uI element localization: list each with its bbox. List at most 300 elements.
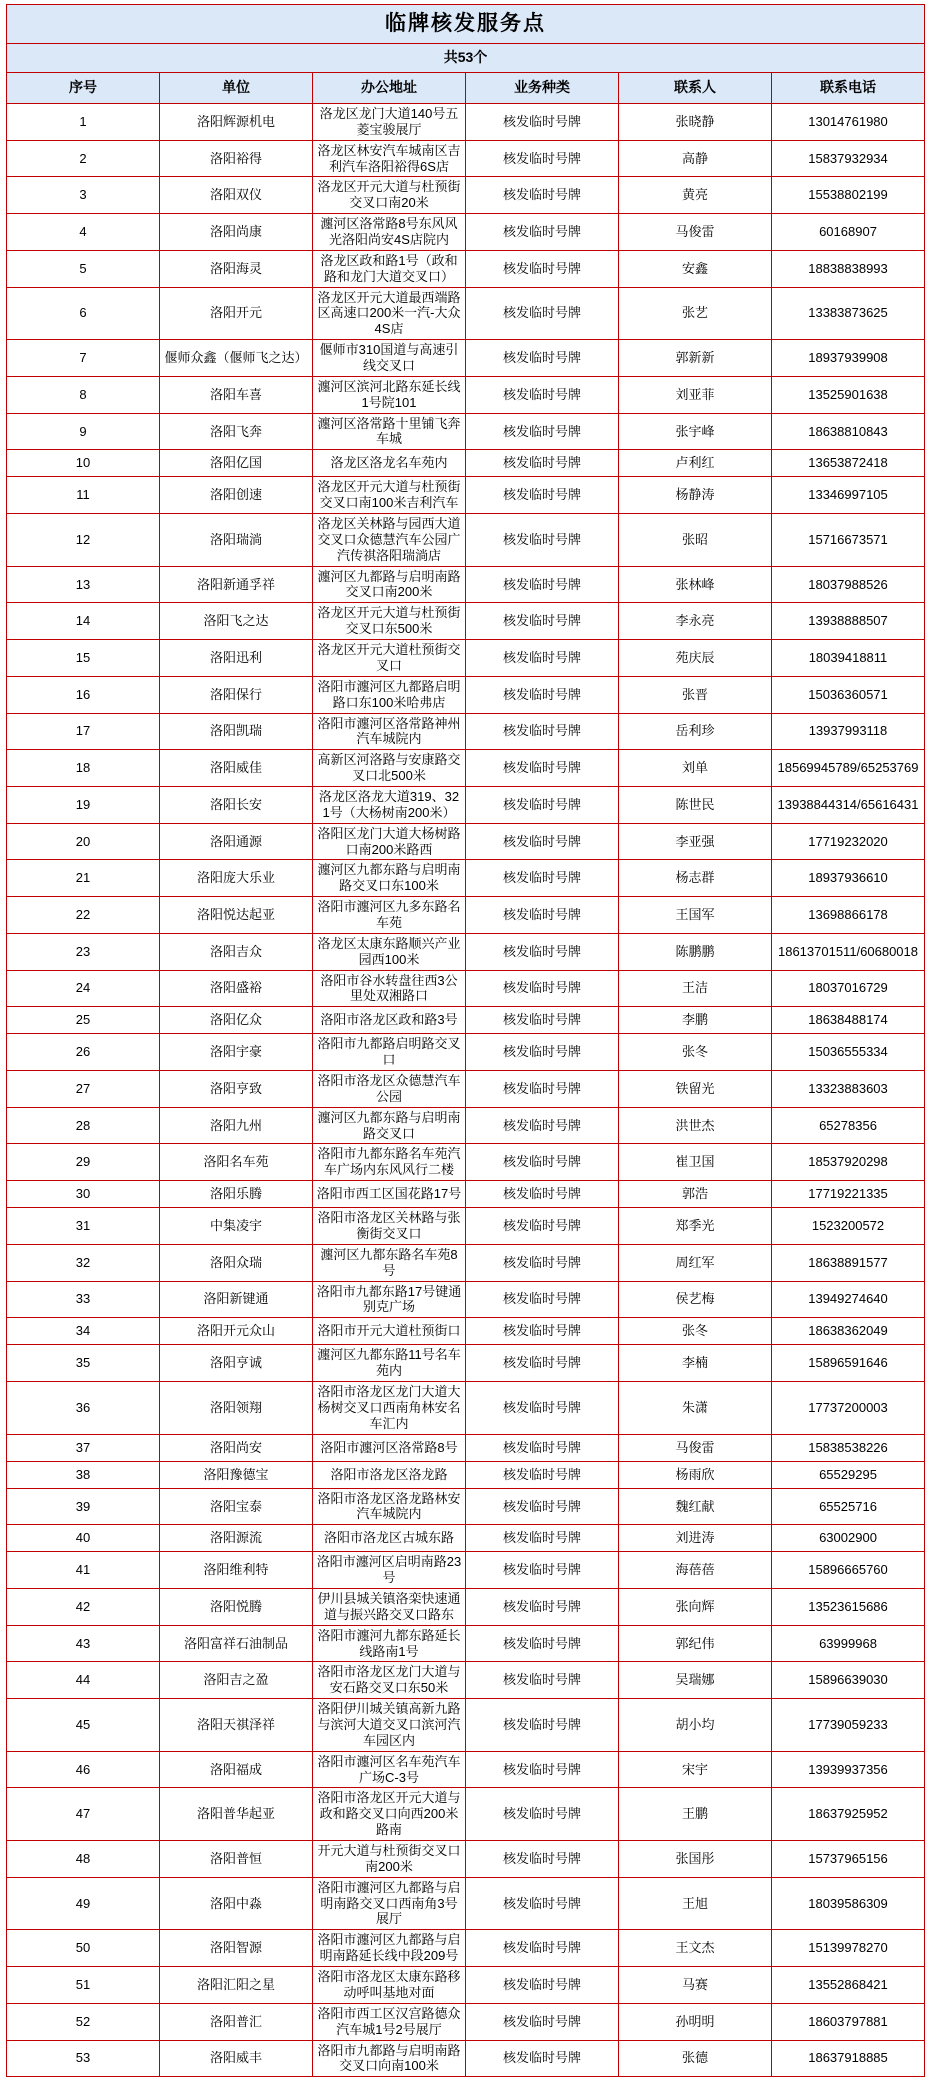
row-phone: 17737200003: [772, 1382, 925, 1435]
table-row: [7, 1107, 925, 1144]
row-address: 洛阳市瀍河区洛常路8号: [313, 1434, 466, 1461]
row-address: 洛龙区开元大道与杜预街交叉口南20米: [313, 177, 466, 214]
column-header-unit: 单位: [160, 73, 313, 104]
row-unit: 洛阳盛裕: [160, 970, 313, 1007]
row-phone: 15896639030: [772, 1662, 925, 1699]
row-contact: 杨静涛: [619, 477, 772, 514]
row-address: 瀍河区洛常路8号东风风光洛阳尚安4S店院内: [313, 214, 466, 251]
row-index: 29: [7, 1144, 160, 1181]
row-business-type: 核发临时号牌: [466, 2040, 619, 2077]
row-address: 洛阳市洛龙区洛龙路林安汽车城院内: [313, 1488, 466, 1525]
row-address: 洛阳市瀍河区九多东路名车苑: [313, 897, 466, 934]
row-index: 52: [7, 2003, 160, 2040]
row-address: 洛阳市洛龙区洛龙路: [313, 1461, 466, 1488]
row-phone: 15036555334: [772, 1034, 925, 1071]
service-points-table: [6, 4, 925, 2077]
table-row: [7, 2040, 925, 2077]
row-business-type: 核发临时号牌: [466, 1181, 619, 1208]
row-phone: 15838538226: [772, 1434, 925, 1461]
row-contact: 张艺: [619, 287, 772, 340]
row-business-type: 核发临时号牌: [466, 1841, 619, 1878]
table-row: [7, 1281, 925, 1318]
row-unit: 洛阳天祺泽祥: [160, 1699, 313, 1752]
row-business-type: 核发临时号牌: [466, 1525, 619, 1552]
row-address: 洛阳市洛龙区开元大道与政和路交叉口向西200米路南: [313, 1788, 466, 1841]
row-contact: 陈世民: [619, 786, 772, 823]
table-body: [7, 104, 925, 2077]
row-unit: 洛阳飞之达: [160, 603, 313, 640]
row-unit: 洛阳悦腾: [160, 1589, 313, 1626]
row-address: 洛龙区洛龙大道319、321号（大杨树南200米）: [313, 786, 466, 823]
row-unit: 洛阳凯瑞: [160, 713, 313, 750]
row-unit: 洛阳普华起亚: [160, 1788, 313, 1841]
row-contact: 马俊雷: [619, 1434, 772, 1461]
row-index: 40: [7, 1525, 160, 1552]
row-contact: 李鹏: [619, 1007, 772, 1034]
row-phone: 18638362049: [772, 1318, 925, 1345]
row-unit: 洛阳众瑞: [160, 1244, 313, 1281]
table-row: [7, 1034, 925, 1071]
row-address: 洛阳区龙门大道大杨树路口南200米路西: [313, 823, 466, 860]
row-business-type: 核发临时号牌: [466, 1589, 619, 1626]
table-row: [7, 1662, 925, 1699]
table-row: [7, 1930, 925, 1967]
row-phone: 18537920298: [772, 1144, 925, 1181]
row-business-type: 核发临时号牌: [466, 340, 619, 377]
table-row: [7, 450, 925, 477]
row-phone: 65278356: [772, 1107, 925, 1144]
row-unit: 洛阳宝泰: [160, 1488, 313, 1525]
row-contact: 刘亚菲: [619, 376, 772, 413]
row-business-type: 核发临时号牌: [466, 786, 619, 823]
table-row: [7, 970, 925, 1007]
table-row: [7, 1208, 925, 1245]
row-phone: 15716673571: [772, 514, 925, 567]
table-row: [7, 1841, 925, 1878]
row-business-type: 核发临时号牌: [466, 1434, 619, 1461]
column-header-business-type: 业务种类: [466, 73, 619, 104]
row-phone: 18638891577: [772, 1244, 925, 1281]
table-row: [7, 140, 925, 177]
row-business-type: 核发临时号牌: [466, 933, 619, 970]
table-row: [7, 477, 925, 514]
row-contact: 王文杰: [619, 1930, 772, 1967]
row-unit: 洛阳中淼: [160, 1877, 313, 1930]
row-index: 4: [7, 214, 160, 251]
row-unit: 洛阳海灵: [160, 250, 313, 287]
row-business-type: 核发临时号牌: [466, 1552, 619, 1589]
row-unit: 洛阳豫德宝: [160, 1461, 313, 1488]
row-address: 洛龙区开元大道杜预街交叉口: [313, 640, 466, 677]
row-business-type: 核发临时号牌: [466, 1662, 619, 1699]
row-phone: 18037016729: [772, 970, 925, 1007]
row-unit: 洛阳源流: [160, 1525, 313, 1552]
row-address: 伊川县城关镇洛栾快速通道与振兴路交叉口路东: [313, 1589, 466, 1626]
row-contact: 吴瑞娜: [619, 1662, 772, 1699]
row-index: 2: [7, 140, 160, 177]
row-index: 22: [7, 897, 160, 934]
table-row: [7, 104, 925, 141]
row-address: 洛阳市瀍河区洛常路神州汽车城院内: [313, 713, 466, 750]
table-row: [7, 177, 925, 214]
row-contact: 苑庆辰: [619, 640, 772, 677]
row-unit: 洛阳双仪: [160, 177, 313, 214]
table-row: [7, 1877, 925, 1930]
row-contact: 李楠: [619, 1345, 772, 1382]
row-contact: 周红军: [619, 1244, 772, 1281]
row-business-type: 核发临时号牌: [466, 1007, 619, 1034]
row-contact: 张德: [619, 2040, 772, 2077]
row-address: 洛阳市九都路启明路交叉口: [313, 1034, 466, 1071]
row-unit: 洛阳威丰: [160, 2040, 313, 2077]
row-contact: 张昭: [619, 514, 772, 567]
row-unit: 洛阳通源: [160, 823, 313, 860]
row-index: 6: [7, 287, 160, 340]
row-address: 洛龙区太康东路顺兴产业园西100米: [313, 933, 466, 970]
row-phone: 60168907: [772, 214, 925, 251]
row-index: 1: [7, 104, 160, 141]
row-phone: 18569945789/65253769: [772, 750, 925, 787]
row-business-type: 核发临时号牌: [466, 1144, 619, 1181]
row-business-type: 核发临时号牌: [466, 1877, 619, 1930]
row-phone: 18638488174: [772, 1007, 925, 1034]
row-business-type: 核发临时号牌: [466, 1345, 619, 1382]
row-address: 瀍河区滨河北路东延长线1号院101: [313, 376, 466, 413]
table-row: [7, 640, 925, 677]
row-phone: 13523615686: [772, 1589, 925, 1626]
row-index: 3: [7, 177, 160, 214]
row-phone: 15896591646: [772, 1345, 925, 1382]
row-phone: 17719232020: [772, 823, 925, 860]
table-row: [7, 1382, 925, 1435]
row-phone: 13937993118: [772, 713, 925, 750]
table-row: [7, 1461, 925, 1488]
row-business-type: 核发临时号牌: [466, 1488, 619, 1525]
row-address: 洛阳市瀍河区九都路启明路口东100米哈弗店: [313, 676, 466, 713]
row-address: 开元大道与杜预街交叉口南200米: [313, 1841, 466, 1878]
row-phone: 13938844314/65616431: [772, 786, 925, 823]
row-phone: 18637918885: [772, 2040, 925, 2077]
row-unit: 洛阳福成: [160, 1751, 313, 1788]
table-row: [7, 1345, 925, 1382]
row-contact: 郭浩: [619, 1181, 772, 1208]
row-address: 洛阳市洛龙区龙门大道大杨树交叉口西南角林安名车汇内: [313, 1382, 466, 1435]
row-unit: 洛阳宇豪: [160, 1034, 313, 1071]
row-contact: 孙明明: [619, 2003, 772, 2040]
row-index: 7: [7, 340, 160, 377]
table-row: [7, 287, 925, 340]
row-business-type: 核发临时号牌: [466, 1461, 619, 1488]
table-row: [7, 1144, 925, 1181]
row-business-type: 核发临时号牌: [466, 1107, 619, 1144]
table-row: [7, 1318, 925, 1345]
row-contact: 高静: [619, 140, 772, 177]
row-business-type: 核发临时号牌: [466, 1751, 619, 1788]
row-unit: 洛阳维利特: [160, 1552, 313, 1589]
row-contact: 李亚强: [619, 823, 772, 860]
row-address: 瀍河区九都东路与启明南路交叉口: [313, 1107, 466, 1144]
row-business-type: 核发临时号牌: [466, 1967, 619, 2004]
row-unit: 洛阳富祥石油制品: [160, 1625, 313, 1662]
row-phone: 13698866178: [772, 897, 925, 934]
row-index: 8: [7, 376, 160, 413]
row-unit: 洛阳乐腾: [160, 1181, 313, 1208]
row-index: 50: [7, 1930, 160, 1967]
table-row: [7, 1788, 925, 1841]
table-row: [7, 566, 925, 603]
row-phone: 18039418811: [772, 640, 925, 677]
row-address: 洛阳市瀍河区九都路与启明南路交叉口西南角3号展厅: [313, 1877, 466, 1930]
row-business-type: 核发临时号牌: [466, 250, 619, 287]
row-contact: 刘进涛: [619, 1525, 772, 1552]
row-phone: 18603797881: [772, 2003, 925, 2040]
row-phone: 18039586309: [772, 1877, 925, 1930]
row-phone: 63002900: [772, 1525, 925, 1552]
row-index: 48: [7, 1841, 160, 1878]
row-address: 洛阳市瀍河区名车苑汽车广场C-3号: [313, 1751, 466, 1788]
row-contact: 海蓓蓓: [619, 1552, 772, 1589]
row-index: 37: [7, 1434, 160, 1461]
row-index: 16: [7, 676, 160, 713]
table-row: [7, 1751, 925, 1788]
row-address: 洛阳市开元大道杜预街口: [313, 1318, 466, 1345]
row-index: 17: [7, 713, 160, 750]
row-phone: 13383873625: [772, 287, 925, 340]
row-business-type: 核发临时号牌: [466, 750, 619, 787]
row-phone: 15837932934: [772, 140, 925, 177]
row-address: 洛阳市洛龙区众德慧汽车公园: [313, 1070, 466, 1107]
row-contact: 安鑫: [619, 250, 772, 287]
row-index: 34: [7, 1318, 160, 1345]
row-business-type: 核发临时号牌: [466, 1382, 619, 1435]
row-contact: 张宇峰: [619, 413, 772, 450]
row-unit: 洛阳悦达起亚: [160, 897, 313, 934]
row-unit: 洛阳尚安: [160, 1434, 313, 1461]
row-phone: 13525901638: [772, 376, 925, 413]
row-unit: 洛阳裕得: [160, 140, 313, 177]
row-address: 洛龙区关林路与园西大道交叉口众德慧汽车公园广汽传祺洛阳瑞淌店: [313, 514, 466, 567]
row-business-type: 核发临时号牌: [466, 1244, 619, 1281]
row-address: 洛阳市洛龙区太康东路移动呼叫基地对面: [313, 1967, 466, 2004]
row-unit: 洛阳亿众: [160, 1007, 313, 1034]
row-phone: 13653872418: [772, 450, 925, 477]
column-header-phone: 联系电话: [772, 73, 925, 104]
table-row: [7, 413, 925, 450]
table-row: [7, 1552, 925, 1589]
row-business-type: 核发临时号牌: [466, 140, 619, 177]
row-contact: 张林峰: [619, 566, 772, 603]
row-index: 47: [7, 1788, 160, 1841]
row-contact: 铁留光: [619, 1070, 772, 1107]
row-address: 洛龙区开元大道最西端路区高速口200米一汽-大众4S店: [313, 287, 466, 340]
row-contact: 刘单: [619, 750, 772, 787]
row-index: 36: [7, 1382, 160, 1435]
row-unit: 洛阳尚康: [160, 214, 313, 251]
table-row: [7, 1070, 925, 1107]
row-business-type: 核发临时号牌: [466, 970, 619, 1007]
row-contact: 王鹏: [619, 1788, 772, 1841]
row-index: 5: [7, 250, 160, 287]
row-index: 26: [7, 1034, 160, 1071]
row-index: 28: [7, 1107, 160, 1144]
table-row: [7, 933, 925, 970]
table-row: [7, 676, 925, 713]
row-business-type: 核发临时号牌: [466, 640, 619, 677]
row-business-type: 核发临时号牌: [466, 450, 619, 477]
row-index: 39: [7, 1488, 160, 1525]
row-contact: 张冬: [619, 1034, 772, 1071]
row-address: 洛阳市九都东路17号键通别克广场: [313, 1281, 466, 1318]
row-address: 洛阳市瀍河区九都路与启明南路延长线中段209号: [313, 1930, 466, 1967]
row-unit: 洛阳亿国: [160, 450, 313, 477]
table-row: [7, 1699, 925, 1752]
row-unit: 洛阳吉众: [160, 933, 313, 970]
row-unit: 洛阳名车苑: [160, 1144, 313, 1181]
row-index: 15: [7, 640, 160, 677]
column-header-address: 办公地址: [313, 73, 466, 104]
row-contact: 陈鹏鹏: [619, 933, 772, 970]
row-business-type: 核发临时号牌: [466, 514, 619, 567]
table-row: [7, 1589, 925, 1626]
row-business-type: 核发临时号牌: [466, 1070, 619, 1107]
row-phone: 13323883603: [772, 1070, 925, 1107]
row-phone: 18638810843: [772, 413, 925, 450]
row-business-type: 核发临时号牌: [466, 1930, 619, 1967]
row-index: 9: [7, 413, 160, 450]
row-address: 洛龙区洛龙名车苑内: [313, 450, 466, 477]
row-index: 42: [7, 1589, 160, 1626]
row-index: 32: [7, 1244, 160, 1281]
table-row: [7, 1181, 925, 1208]
row-contact: 张晋: [619, 676, 772, 713]
row-index: 35: [7, 1345, 160, 1382]
row-address: 洛阳市九都路与启明南路交叉口向南100米: [313, 2040, 466, 2077]
table-row: [7, 250, 925, 287]
row-unit: 洛阳智源: [160, 1930, 313, 1967]
row-contact: 魏红献: [619, 1488, 772, 1525]
row-phone: 13014761980: [772, 104, 925, 141]
row-index: 24: [7, 970, 160, 1007]
row-contact: 李永亮: [619, 603, 772, 640]
row-address: 瀍河区洛常路十里铺飞奔车城: [313, 413, 466, 450]
row-business-type: 核发临时号牌: [466, 214, 619, 251]
row-business-type: 核发临时号牌: [466, 104, 619, 141]
table-row: [7, 1525, 925, 1552]
table-row: [7, 1007, 925, 1034]
row-business-type: 核发临时号牌: [466, 1788, 619, 1841]
row-phone: 15036360571: [772, 676, 925, 713]
row-phone: 18037988526: [772, 566, 925, 603]
row-contact: 张国彤: [619, 1841, 772, 1878]
row-business-type: 核发临时号牌: [466, 177, 619, 214]
row-business-type: 核发临时号牌: [466, 713, 619, 750]
row-contact: 崔卫国: [619, 1144, 772, 1181]
row-contact: 张冬: [619, 1318, 772, 1345]
row-phone: 13552868421: [772, 1967, 925, 2004]
row-index: 33: [7, 1281, 160, 1318]
row-unit: 洛阳庞大乐业: [160, 860, 313, 897]
row-index: 53: [7, 2040, 160, 2077]
row-phone: 65529295: [772, 1461, 925, 1488]
row-unit: 洛阳汇阳之星: [160, 1967, 313, 2004]
table-row: [7, 514, 925, 567]
row-unit: 洛阳开元众山: [160, 1318, 313, 1345]
row-index: 25: [7, 1007, 160, 1034]
row-business-type: 核发临时号牌: [466, 1625, 619, 1662]
row-unit: 洛阳九州: [160, 1107, 313, 1144]
row-index: 13: [7, 566, 160, 603]
row-contact: 洪世杰: [619, 1107, 772, 1144]
table-row: [7, 1244, 925, 1281]
row-unit: 洛阳开元: [160, 287, 313, 340]
row-address: 洛龙区林安汽车城南区吉利汽车洛阳裕得6S店: [313, 140, 466, 177]
row-phone: 15737965156: [772, 1841, 925, 1878]
row-phone: 13939937356: [772, 1751, 925, 1788]
row-contact: 郭新新: [619, 340, 772, 377]
row-phone: 15139978270: [772, 1930, 925, 1967]
row-index: 44: [7, 1662, 160, 1699]
row-business-type: 核发临时号牌: [466, 2003, 619, 2040]
table-head: [7, 5, 925, 104]
table-row: [7, 823, 925, 860]
row-index: 20: [7, 823, 160, 860]
table-row: [7, 376, 925, 413]
row-phone: 63999968: [772, 1625, 925, 1662]
row-contact: 杨志群: [619, 860, 772, 897]
table-row: [7, 603, 925, 640]
row-business-type: 核发临时号牌: [466, 897, 619, 934]
row-address: 偃师市310国道与高速引线交叉口: [313, 340, 466, 377]
row-address: 瀍河区九都东路11号名车苑内: [313, 1345, 466, 1382]
row-unit: 洛阳领翔: [160, 1382, 313, 1435]
row-unit: 洛阳亨诚: [160, 1345, 313, 1382]
row-unit: 中集凌宇: [160, 1208, 313, 1245]
row-contact: 杨雨欣: [619, 1461, 772, 1488]
row-phone: 13938888507: [772, 603, 925, 640]
row-phone: 15896665760: [772, 1552, 925, 1589]
row-unit: 洛阳普汇: [160, 2003, 313, 2040]
row-phone: 65525716: [772, 1488, 925, 1525]
row-address: 洛阳市西工区国花路17号: [313, 1181, 466, 1208]
row-business-type: 核发临时号牌: [466, 1699, 619, 1752]
row-unit: 洛阳瑞淌: [160, 514, 313, 567]
row-business-type: 核发临时号牌: [466, 1208, 619, 1245]
row-address: 洛阳市洛龙区古城东路: [313, 1525, 466, 1552]
row-unit: 洛阳车喜: [160, 376, 313, 413]
row-address: 瀍河区九都路与启明南路交叉口南200米: [313, 566, 466, 603]
row-index: 12: [7, 514, 160, 567]
row-business-type: 核发临时号牌: [466, 860, 619, 897]
row-address: 洛阳市西工区汉宫路德众汽车城1号2号展厅: [313, 2003, 466, 2040]
row-unit: 洛阳迅利: [160, 640, 313, 677]
row-unit: 洛阳创速: [160, 477, 313, 514]
row-contact: 黄亮: [619, 177, 772, 214]
row-unit: 洛阳威佳: [160, 750, 313, 787]
table-row: [7, 750, 925, 787]
row-business-type: 核发临时号牌: [466, 676, 619, 713]
row-address: 洛龙区开元大道与杜预街交叉口南100米吉利汽车: [313, 477, 466, 514]
row-contact: 胡小均: [619, 1699, 772, 1752]
row-address: 洛阳伊川城关镇高新九路与滨河大道交叉口滨河汽车园区内: [313, 1699, 466, 1752]
row-phone: 18937936610: [772, 860, 925, 897]
row-phone: 18937939908: [772, 340, 925, 377]
row-index: 14: [7, 603, 160, 640]
row-contact: 朱潇: [619, 1382, 772, 1435]
row-index: 30: [7, 1181, 160, 1208]
row-business-type: 核发临时号牌: [466, 287, 619, 340]
row-index: 18: [7, 750, 160, 787]
row-address: 洛龙区龙门大道140号五菱宝骏展厅: [313, 104, 466, 141]
